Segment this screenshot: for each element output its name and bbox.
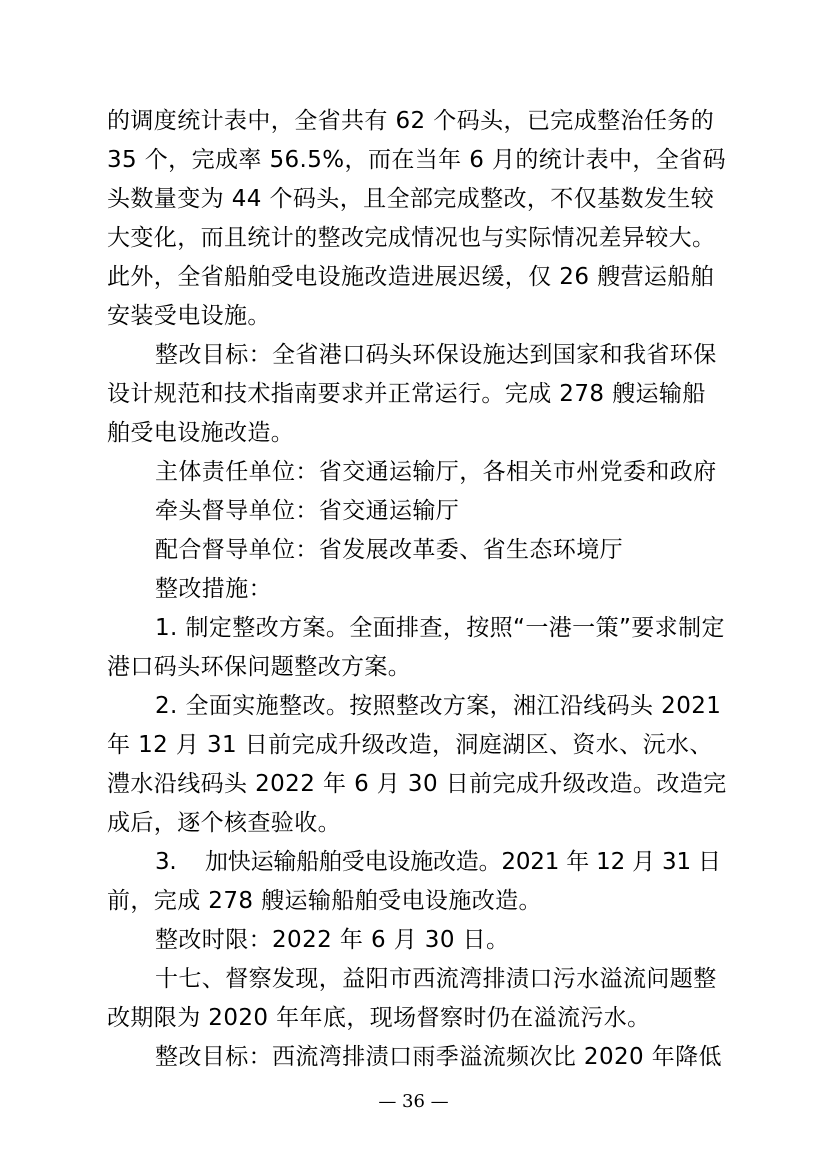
text-line: 十七、督察发现，益阳市西流湾排渍口污水溢流问题整 [155,966,717,992]
text-line: 设计规范和技术指南要求并正常运行。完成 278 艘运输船 [107,381,706,407]
text-line: 整改目标：全省港口码头环保设施达到国家和我省环保 [155,342,717,368]
text-line: 3. 加快运输船舶受电设施改造。2021 年 12 月 31 日 [155,849,721,875]
page-number: — 36 — [378,1091,449,1112]
text-line: 35 个，完成率 56.5%，而在当年 6 月的统计表中，全省码 [107,147,727,173]
text-line: 港口码头环保问题整改方案。 [107,654,412,680]
text-line: 配合督导单位：省发展改革委、省生态环境厅 [155,537,623,563]
text-line: 的调度统计表中，全省共有 62 个码头，已完成整治任务的 [107,108,715,134]
text-line: 1. 制定整改方案。全面排查，按照“一港一策”要求制定 [155,615,725,641]
text-line: 整改措施： [155,576,272,602]
text-line: 年 12 月 31 日前完成升级改造，洞庭湖区、资水、沅水、 [107,732,713,758]
text-line: 整改时限：2022 年 6 月 30 日。 [155,927,510,953]
text-line: 2. 全面实施整改。按照整改方案，湘江沿线码头 2021 [155,693,722,719]
text-line: 安装受电设施。 [107,303,271,329]
text-line: 澧水沿线码头 2022 年 6 月 30 日前完成升级改造。改造完 [107,771,727,797]
text-line: 舶受电设施改造。 [107,420,295,446]
text-line: 前，完成 278 艘运输船舶受电设施改造。 [107,888,542,914]
text-line: 成后，逐个核查验收。 [107,810,341,836]
text-line: 大变化，而且统计的整改完成情况也与实际情况差异较大。 [107,225,716,251]
text-line: 头数量变为 44 个码头，且全部完成整改，不仅基数发生较 [107,186,715,212]
text-line: 整改目标：西流湾排渍口雨季溢流频次比 2020 年降低 [155,1044,722,1070]
text-line: 改期限为 2020 年年底，现场督察时仍在溢流污水。 [107,1005,651,1031]
text-line: 牵头督导单位：省交通运输厅 [155,498,460,524]
text-line: 主体责任单位：省交通运输厅，各相关市州党委和政府 [155,459,717,485]
text-line: 此外，全省船舶受电设施改造进展迟缓，仅 26 艘营运船舶 [107,264,715,290]
